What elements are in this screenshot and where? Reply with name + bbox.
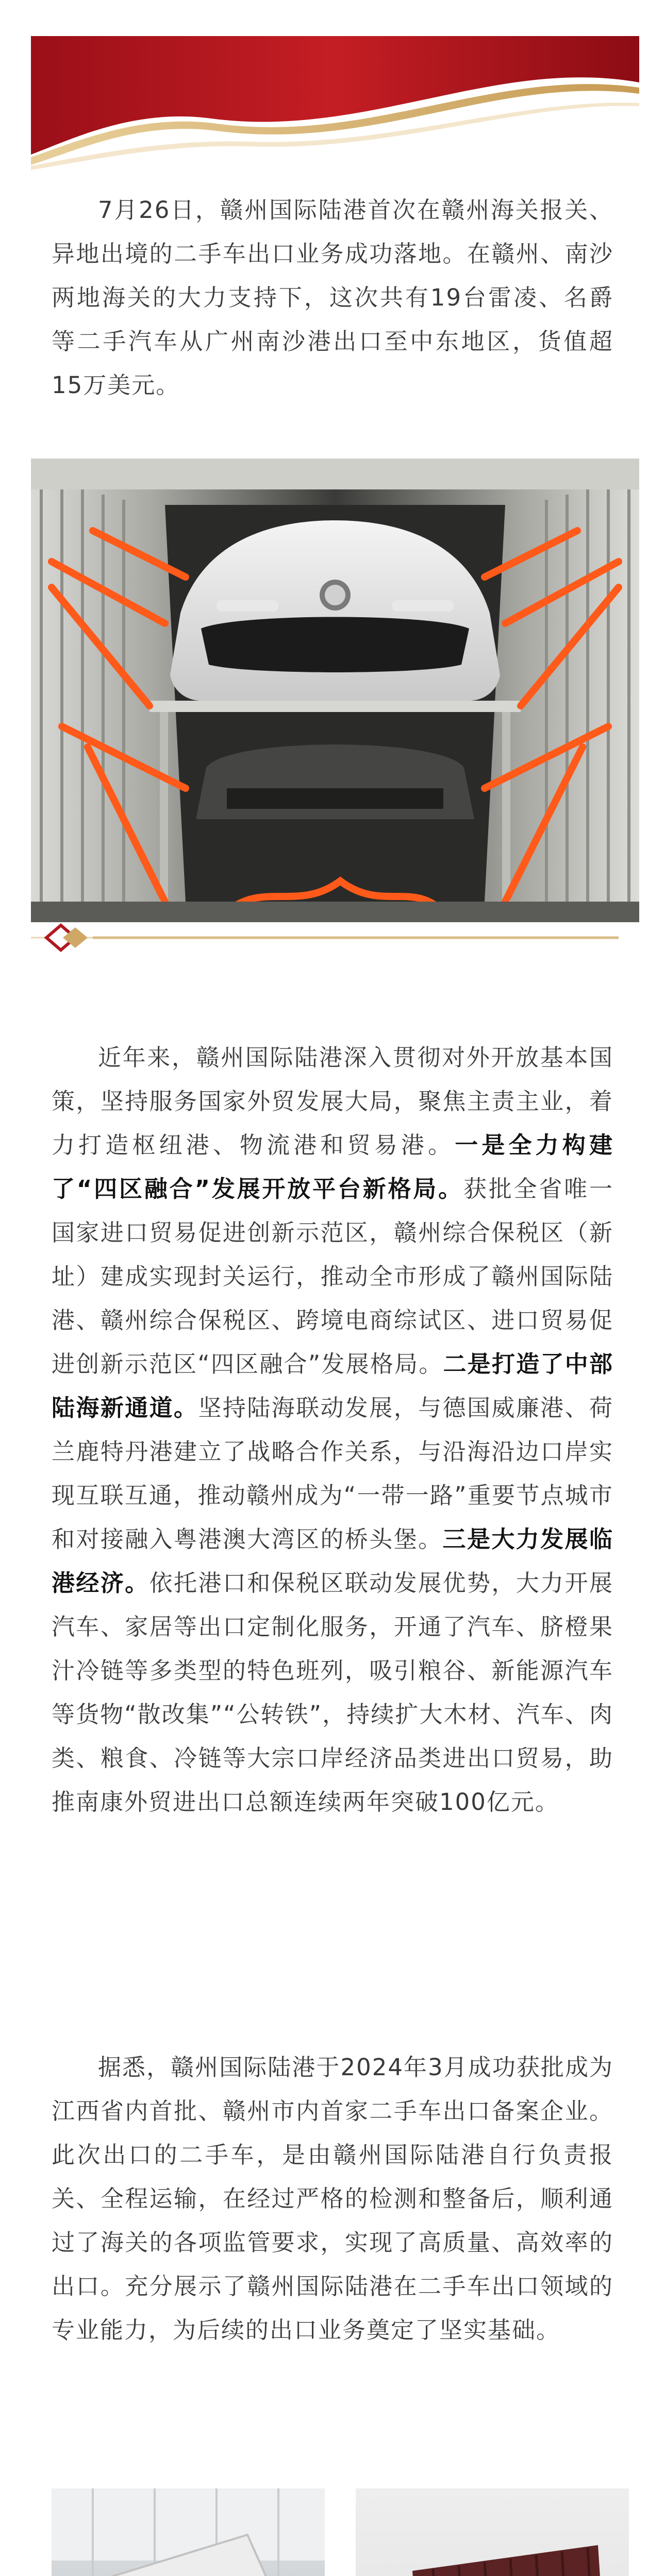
- body-point-3-detail: 依托港口和保税区联动发展优势，大力开展汽车、家居等出口定制化服务，开通了汽车、脐橙果汁冷链等多类型的特色班列，吸引粮谷、新能源汽车等货物“散改集”“公转铁”，持续扩大木材、汽车、肉类、粮食、冷链等大宗口岸经济品类进出口贸易，助推南康外贸进出口总额连续两年突破100亿元。: [52, 1569, 613, 1816]
- body-point-2-detail: 坚持陆海联动发展，与德国威廉港、荷兰鹿特丹港建立了战略合作关系，与沿海沿边口岸实现互联互通，推动赣州成为“一带一路”重要节点城市和对接融入粤港澳大湾区的桥头堡。: [52, 1394, 613, 1553]
- header-banner: [31, 36, 639, 170]
- body-intro-text: 近年来，赣州国际陆港深入贯彻对外开放基本国策，坚持服务国家外贸发展大局，聚焦主责主业，着力打造枢纽港、物流港和贸易港。: [52, 1044, 613, 1159]
- body-paragraph-1: [52, 1036, 613, 1824]
- diamond-icon: [46, 925, 88, 950]
- highlight-point-2: 二是打造了中部陆海新通道。: [52, 1350, 613, 1421]
- section-divider: [31, 922, 619, 953]
- truck-container-photo: [356, 2488, 629, 2576]
- intro-paragraph: 7月26日，赣州国际陆港首次在赣州海关报关、异地出境的二手车出口业务成功落地。在赣州、南沙两地海关的大力支持下，这次共有19台雷凌、名爵等二手汽车从广州南沙港出口至中东地区，货值超15万美元。: [52, 196, 613, 399]
- body-paragraph-2: 据悉，赣州国际陆港于2024年3月成功获批成为江西省内首批、赣州市内首家二手车出口备案企业。此次出口的二手车，是由赣州国际陆港自行负责报关、全程运输，在经过严格的检测和整备后，顺利通过了海关的各项监管要求，实现了高质量、高效率的出口。充分展示了赣州国际陆港在二手车出口领域的专业能力，为后续的出口业务奠定了坚实基础。: [52, 2054, 613, 2344]
- car-inspection-photo: [52, 2488, 325, 2576]
- highlight-point-1: 一是全力构建了“四区融合”发展开放平台新格局。: [52, 1131, 613, 1202]
- container-car-photo: [31, 459, 639, 922]
- highlight-point-3: 三是大力发展临港经济。: [52, 1526, 613, 1597]
- body-point-1-detail: 获批全省唯一国家进口贸易促进创新示范区，赣州综合保税区（新址）建成实现封关运行，推动全市形成了赣州国际陆港、赣州综合保税区、跨境电商综试区、进口贸易促进创新示范区“四区融合”发展格局。: [52, 1175, 613, 1378]
